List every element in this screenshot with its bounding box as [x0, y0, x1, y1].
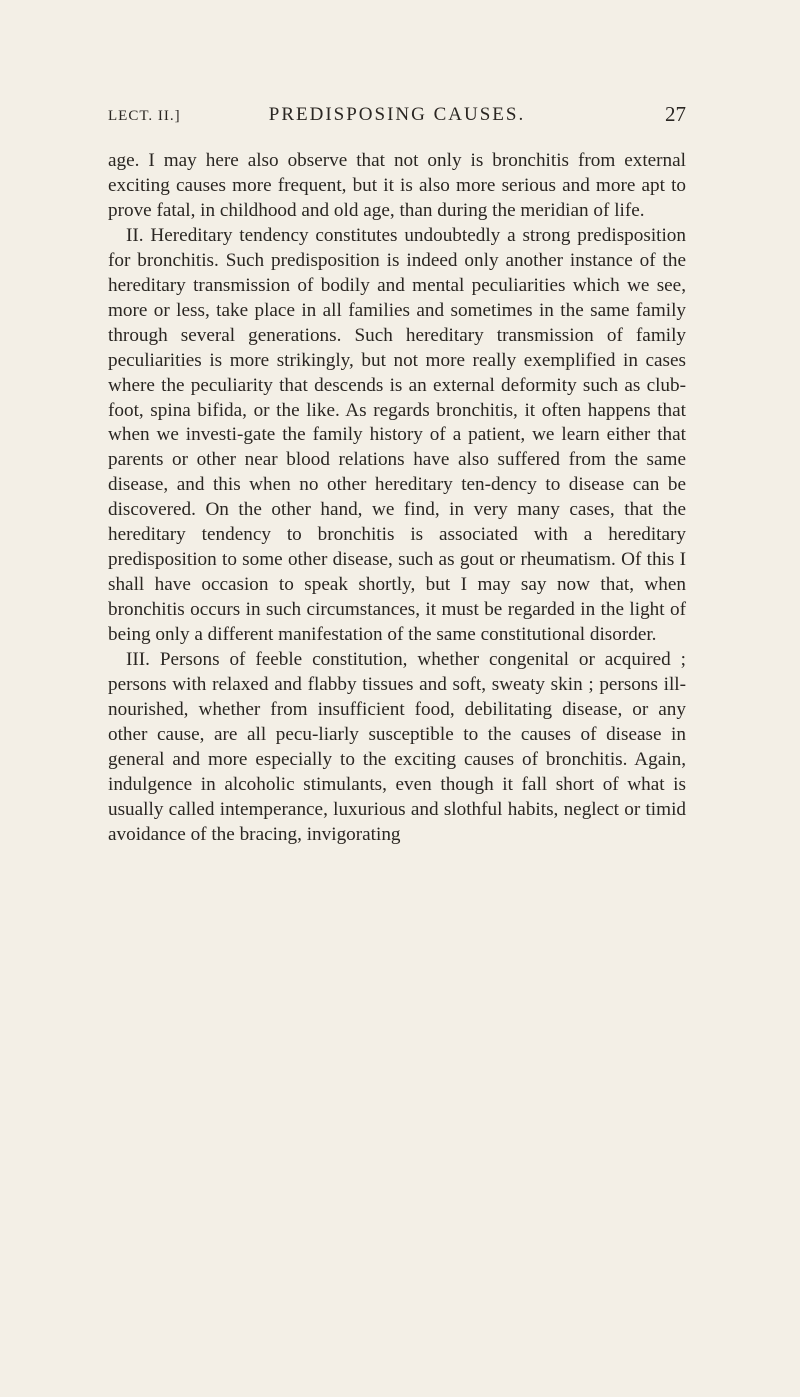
paragraph-feeble-constitution: III. Persons of feeble constitution, whether congenital or acquired ; persons with relaxed and flabby tissues and soft, sweaty skin ; persons ill-nourished, whether from insufficient food, debilitating disease, or any other cause, are all pecu-liarly susceptible to the causes of disease in general and more especially to the exciting causes of bronchitis. Again, indulgence in alcoholic stimulants, even though it fall short of what is usually called intemperance, luxurious and slothful habits, neglect or timid avoidance of the bracing, invigorating	[108, 649, 686, 845]
page-number: 27	[665, 102, 686, 126]
section-reference: LECT. II.]	[108, 108, 181, 124]
paragraph-continuation: age. I may here also observe that not only is bronchitis from external exciting causes more frequent, but it is also more serious and more apt to prove fatal, in childhood and old age, than during the meridian of life.	[108, 150, 686, 221]
body-text	[108, 149, 686, 848]
running-head	[108, 102, 686, 132]
page-title: PREDISPOSING CAUSES.	[268, 104, 526, 125]
paragraph-hereditary-tendency: II. Hereditary tendency constitutes undoubtedly a strong predisposition for bronchitis. Such predisposition is indeed only another instance of the hereditary transmission of bodily and mental peculiarities which we see, more or less, take place in all families and sometimes in the same family through several generations. Such hereditary transmission of family peculiarities is more strikingly, but not more really exemplified in cases where the peculiarity that descends is an external deformity such as club-foot, spina bifida, or the like. As regards bronchitis, it often happens that when we investi-gate the family history of a patient, we learn either that parents or other near blood relations have also suffered from the same disease, and this when no other hereditary ten-dency to disease can be discovered. On the other hand, we find, in very many cases, that the hereditary tendency to bronchitis is associated with a hereditary predisposition to some other disease, such as gout or rheumatism. Of this I shall have occasion to speak shortly, but I may say now that, when bronchitis occurs in such circumstances, it must be regarded in the light of being only a different manifestation of the same constitutional disorder.	[108, 224, 686, 646]
